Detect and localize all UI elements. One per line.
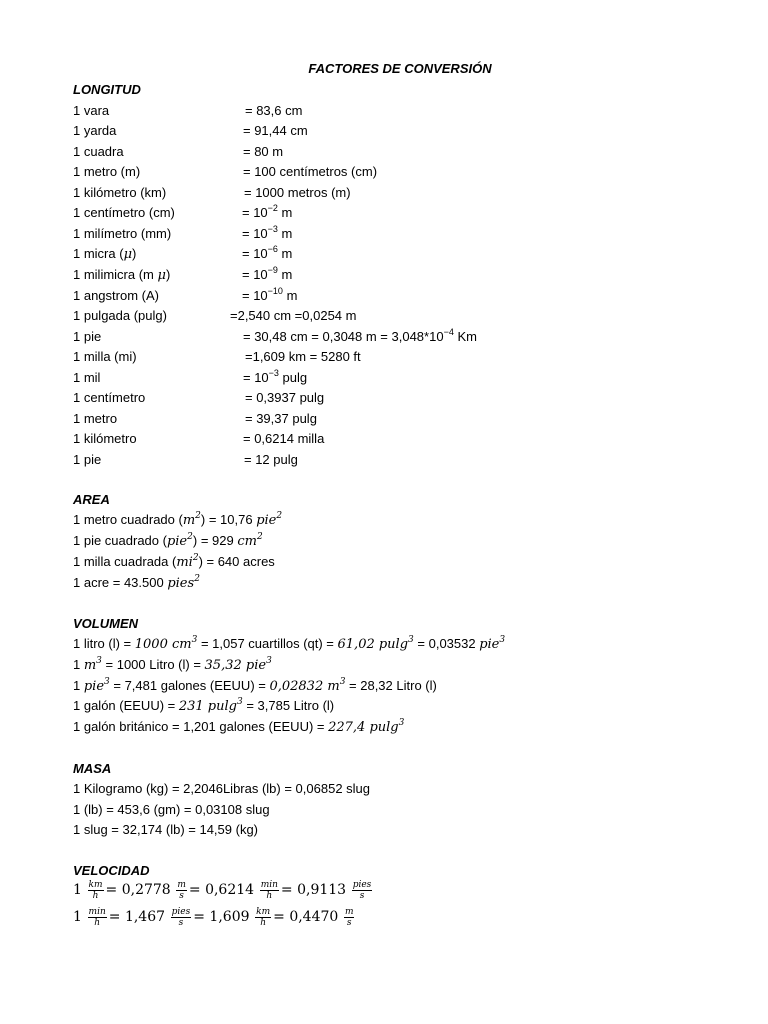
volumen-line-5: 1 galón británico = 1,201 galones (EEUU) = 227,4 pulg$^3$ xyxy=(73,717,405,735)
conversion-unit: 1 milimicra (m μ) xyxy=(73,267,171,283)
section-heading-longitud: LONGITUD xyxy=(73,82,141,97)
conversion-value: = 12 pulg xyxy=(244,452,298,467)
conversion-value: = $10^{-3}$ m xyxy=(242,223,293,241)
conversion-unit: 1 vara xyxy=(73,103,110,118)
conversion-unit: 1 kilómetro (km) xyxy=(73,185,167,200)
volumen-line-2: 1 $m^3 = 1000$ Litro (l) = 35,32 pie$^3$ xyxy=(73,655,272,673)
conversion-unit: 1 kilómetro xyxy=(73,431,137,446)
conversion-value: = $10^{-3}$ pulg xyxy=(243,367,308,385)
section-heading-area: AREA xyxy=(73,492,110,507)
conversion-value: = $10^{-6}$ m xyxy=(242,243,293,261)
conversion-value: = $10^{-9}$ m xyxy=(242,264,293,282)
section-heading-velocidad: VELOCIDAD xyxy=(73,863,150,878)
fraction: $\frac{\text{pies}}{s}$ xyxy=(171,907,191,928)
fraction: $\frac{\min}{h}$ xyxy=(88,907,106,928)
conversion-unit: 1 mil xyxy=(73,370,101,385)
volumen-line-1: 1 litro (l) = 1000 $cm^3 = 1,057$ cuartillos (qt) = 61,02 pulg$^3$ = 0,03532 pie$^3$ xyxy=(73,634,506,652)
conversion-unit: 1 centímetro (cm) xyxy=(73,205,175,220)
fraction: $\frac{\min}{h}$ xyxy=(260,880,278,901)
section-heading-masa: MASA xyxy=(73,761,112,776)
conversion-unit: 1 pie xyxy=(73,329,102,344)
section-heading-volumen: VOLUMEN xyxy=(73,616,138,631)
conversion-unit: 1 milla (mi) xyxy=(73,349,137,364)
fraction: $\frac{m}{s}$ xyxy=(344,907,354,928)
fraction: $\frac{km}{h}$ xyxy=(256,907,271,928)
area-line-1: 1 metro cuadrado $(m^2) = 10,76$ pie$^2$ xyxy=(73,510,283,528)
masa-line-3: 1 slug = 32,174 (lb) = 14,59 (kg) xyxy=(73,822,259,837)
conversion-unit: 1 micra (μ) xyxy=(73,246,137,262)
conversion-value: = $10^{-10}$ m xyxy=(242,285,298,303)
conversion-unit: 1 yarda xyxy=(73,123,117,138)
conversion-unit: 1 centímetro xyxy=(73,390,146,405)
conversion-value: = 0,6214 milla xyxy=(243,431,325,446)
conversion-value: =1,609 km = 5280 ft xyxy=(245,349,361,364)
conversion-value: = 100 centímetros (cm) xyxy=(243,164,378,179)
fraction: $\frac{\text{pies}}{s}$ xyxy=(352,880,372,901)
conversion-value: = 1000 metros (m) xyxy=(244,185,351,200)
conversion-unit: 1 pulgada (pulg) xyxy=(73,308,167,323)
conversion-value: = $10^{-2}$ m xyxy=(242,202,293,220)
conversion-value: = 91,44 cm xyxy=(243,123,308,138)
velocidad-line-2: 1 $\frac{\min}{h}$ = 1,467 $\frac{\text{pies}}{s}$ = 1,609 $\frac{km}{h}$ = 0,4470 $\frac{m}{s}$ xyxy=(73,907,354,928)
fraction: $\frac{m}{s}$ xyxy=(177,880,186,901)
velocidad-line-1: 1 $\frac{km}{h}$ = 0,2778 $\frac{m}{s}$ = 0,6214 $\frac{\min}{h}$ = 0,9113 $\frac{\text{pies}}{s}$ xyxy=(73,880,372,901)
conversion-unit: 1 pie xyxy=(73,452,102,467)
conversion-value: = 83,6 cm xyxy=(245,103,303,118)
area-line-4: 1 acre = 43.500 pies$^2$ xyxy=(73,573,200,591)
conversion-unit: 1 cuadra xyxy=(73,144,124,159)
conversion-value: = 0,3937 pulg xyxy=(245,390,325,405)
conversion-unit: 1 metro xyxy=(73,411,118,426)
conversion-unit: 1 angstrom (A) xyxy=(73,288,159,303)
volumen-line-3: 1 pie$^3$ = 7,481 galones (EEUU) = 0,02832 $m^3 = 28,32$ Litro (l) xyxy=(73,676,437,694)
masa-line-2: 1 (lb) = 453,6 (gm) = 0,03108 slug xyxy=(73,802,270,817)
fraction: $\frac{km}{h}$ xyxy=(88,880,103,901)
volumen-line-4: 1 galón (EEUU) = 231 pulg$^3$ = 3,785 Litro (l) xyxy=(73,696,335,714)
conversion-value: = 30,48 cm = 0,3048 $m = 3,048*10^{-4}$ Km xyxy=(243,326,477,344)
conversion-value: = 39,37 pulg xyxy=(245,411,317,426)
conversion-unit: 1 metro (m) xyxy=(73,164,141,179)
conversion-value: =2,540 cm =0,0254 m xyxy=(230,308,357,323)
page-title: FACTORES DE CONVERSIÓN xyxy=(308,61,492,76)
area-line-2: 1 pie cuadrado (pie$^2$) = 929 $cm^2$ xyxy=(73,531,263,549)
conversion-value: = 80 m xyxy=(243,144,284,159)
area-line-3: 1 milla cuadrada $(mi^2) = 640$ acres xyxy=(73,552,275,570)
conversion-unit: 1 milímetro (mm) xyxy=(73,226,172,241)
masa-line-1: 1 Kilogramo (kg) = 2,2046Libras (lb) = 0,06852 slug xyxy=(73,781,371,796)
